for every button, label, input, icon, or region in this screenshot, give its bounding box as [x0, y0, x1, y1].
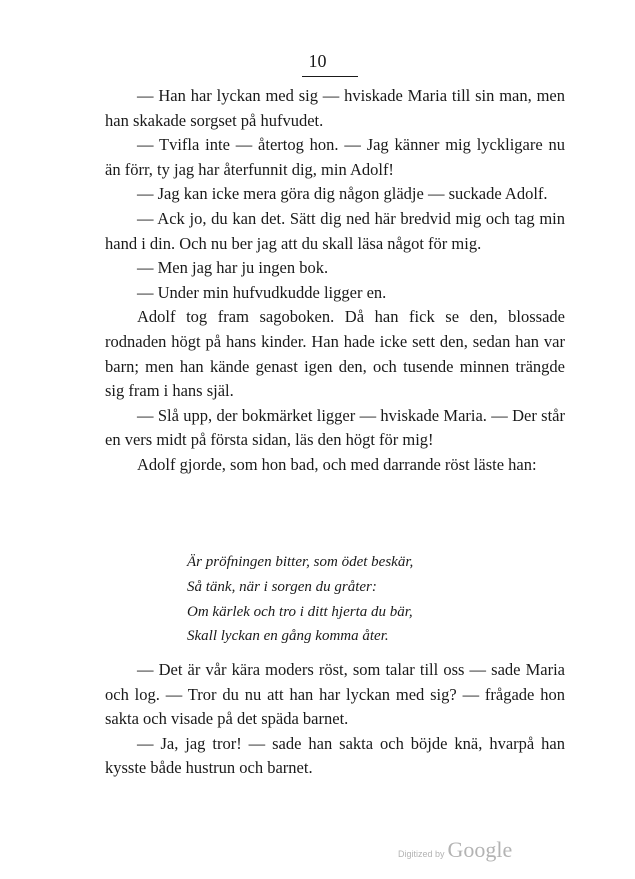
verse-line-1: Är pröfningen bitter, som ödet beskär,: [187, 554, 414, 570]
closing-text: [105, 658, 565, 781]
paragraph-8: — Slå upp, der bokmärket ligger — hviskade Maria. — Der står en vers midt på första sidan, läs den högt för mig!: [105, 405, 565, 450]
closing-paragraph-2: — Ja, jag tror! — sade han sakta och böjde knä, hvarpå han kysste både hustrun och barnet.: [105, 733, 565, 778]
paragraph-1: — Han har lyckan med sig — hviskade Maria till sin man, men han skakade sorgset på hufvudet.: [105, 86, 565, 130]
watermark-prefix: Digitized by: [398, 849, 445, 859]
verse-line-4: Skall lyckan en gång komma åter.: [187, 628, 389, 645]
page-number-rule: [302, 76, 358, 77]
paragraph-6: — Under min hufvudkudde ligger en.: [137, 282, 387, 302]
page-number: 10: [308, 51, 327, 71]
closing-paragraph-1: — Det är vår kära moders röst, som talar till oss — sade Maria och log. — Tror du nu att han har lyckan med sig? — frågade hon sakta och visade på det späda barnet.: [105, 660, 565, 729]
paragraph-9: Adolf gjorde, som hon bad, och med darrande röst läste han:: [137, 454, 537, 474]
google-logo: Google: [447, 837, 513, 862]
digitized-watermark: [398, 837, 512, 863]
verse-block: [187, 550, 547, 649]
verse-line-2: Så tänk, när i sorgen du gråter:: [187, 578, 377, 595]
paragraph-3: — Jag kan icke mera göra dig någon glädje — suckade Adolf.: [137, 184, 548, 204]
verse-line-3: Om kärlek och tro i ditt hjerta du bär,: [187, 603, 413, 620]
paragraph-5: — Men jag har ju ingen bok.: [137, 258, 329, 278]
paragraph-4: — Ack jo, du kan det. Sätt dig ned här bredvid mig och tag min hand i din. Och nu ber jag att du skall läsa något för mig.: [105, 208, 565, 253]
body-text: [105, 84, 565, 478]
paragraph-2: — Tvifla inte — återtog hon. — Jag känner mig lyckligare nu än förr, ty jag har återfunnit dig, min Adolf!: [105, 135, 565, 179]
paragraph-7: Adolf tog fram sagoboken. Då han fick se den, blossade rodnaden högt på hans kinder. Han hade icke sett den, sedan han var barn; men han kände genast igen den, och tusende minnen trängde sig fram i hans själ.: [105, 307, 565, 401]
